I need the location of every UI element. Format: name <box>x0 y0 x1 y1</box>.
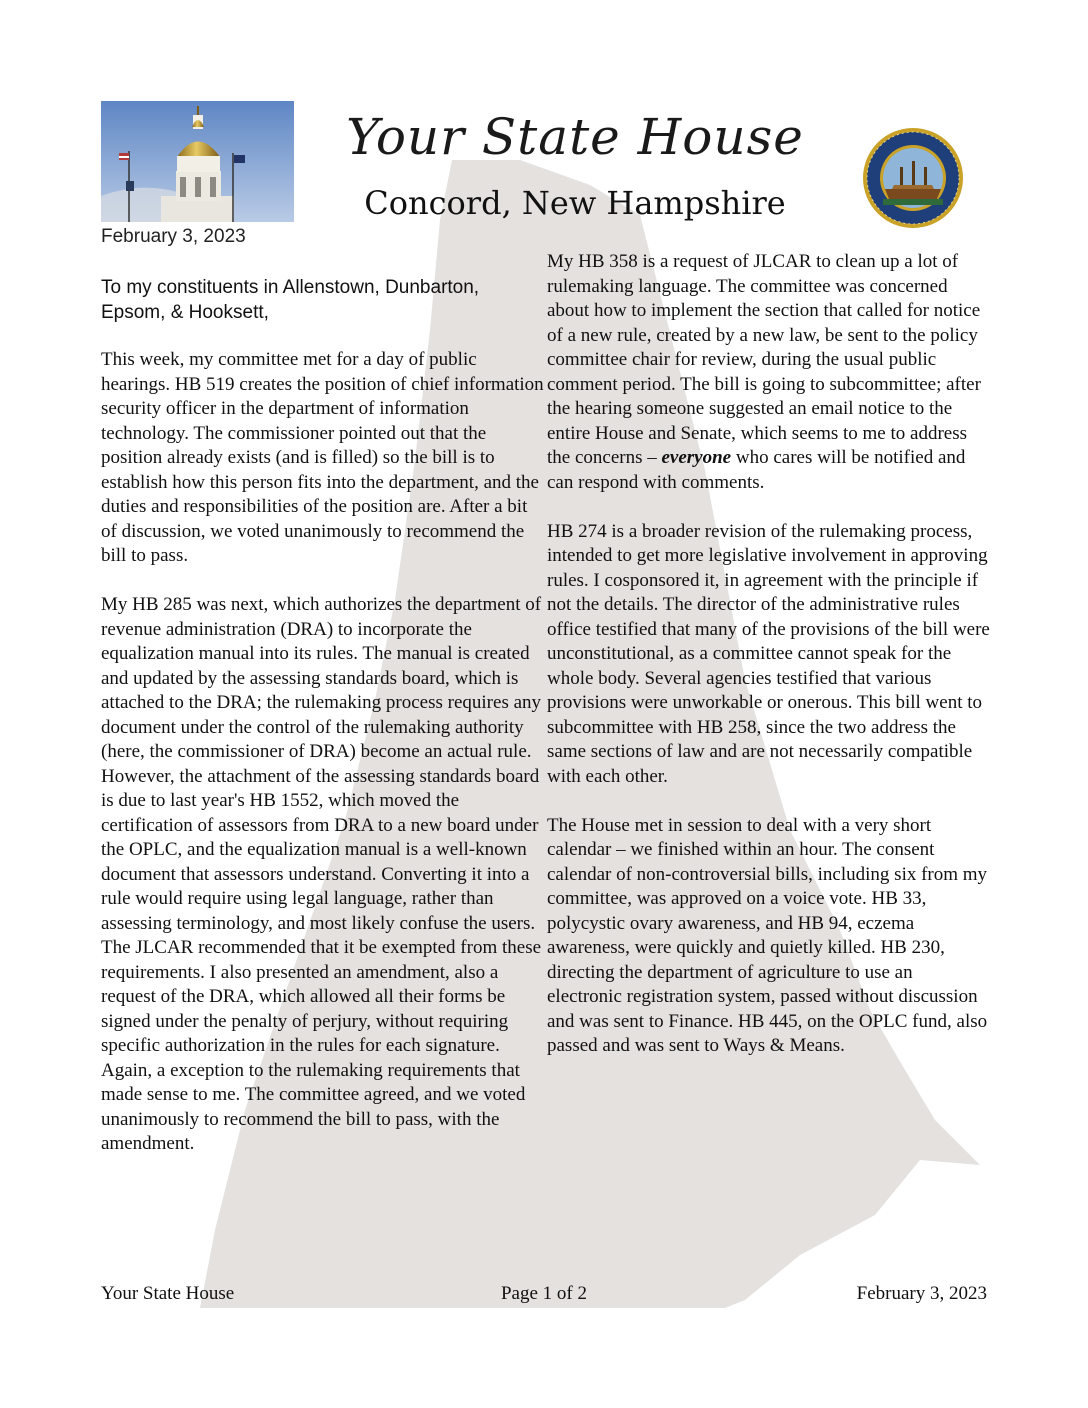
paragraph-hb-519: This week, my committee met for a day of public hearings. HB 519 creates the position of chief information security officer in the department of information technology. The commissioner pointed out that the position already exists (and is filled) so the bill is to establish how this person fits into the department, and the duties and responsibilities of the position are. After a bit of discussion, we voted unanimously to recommend the bill to pass. <box>101 349 544 566</box>
footer-publication: Your State House <box>101 1283 235 1304</box>
paragraph-hb-358-text: My HB 358 is a request of JLCAR to clean up a lot of rulemaking language. The committee was concerned about how to implement the section that called for notice of a new rule, created by a new law, be sent to the policy committee chair for review, during the usual public comment period. The bill is going to subcommittee; after the hearing someone suggested an email notice to the entire House and Senate, which seems to me to address the concerns – <box>547 251 981 468</box>
footer-date: February 3, 2023 <box>856 1283 987 1304</box>
emphasis-everyone: everyone <box>661 447 732 468</box>
paragraph-hb-358-text-end: who cares will be notified and can respond with comments. <box>547 447 966 493</box>
paragraph-hb-358 <box>547 250 992 495</box>
footer-page-number: Page 1 of 2 <box>500 1283 587 1304</box>
paragraph-hb-274: HB 274 is a broader revision of the rulemaking process, intended to get more legislative involvement in approving rules. I cosponsored it, in agreement with the principle if not the details. The director of the administrative rules office testified that many of the provisions of the bill were unconstitutional, as a committee cannot speak for the whole body. Several agencies testified that various provisions were unworkable or onerous. This bill went to subcommittee with HB 258, since the two address the same sections of law and are not necessarily compatible with each other. <box>547 520 990 787</box>
state-seal-icon <box>862 127 964 229</box>
paragraph-house-session: The House met in session to deal with a very short calendar – we finished within an hour. The consent calendar of non-controversial bills, including six from my committee, was approved on a voice vote. HB 33, polycystic ovary awareness, and HB 94, eczema awareness, were quickly and quietly killed. HB 230, directing the department of agriculture to use an electronic registration system, passed without discussion and was sent to Finance. HB 445, on the OPLC fund, also passed and was sent to Ways & Means. <box>547 814 988 1056</box>
masthead-subtitle: Concord, New Hampshire <box>364 184 786 222</box>
left-column <box>101 348 546 1157</box>
state-house-photo <box>101 101 294 222</box>
salutation: To my constituents in Allenstown, Dunbarton, Epsom, & Hooksett, <box>101 277 480 323</box>
masthead-title: Your State House <box>346 108 804 166</box>
right-column <box>547 250 992 1059</box>
paragraph-hb-285: My HB 285 was next, which authorizes the department of revenue administration (DRA) to incorporate the equalization manual into its rules. The manual is created and updated by the assessing standards board, which is attached to the DRA; the rulemaking process requires any document under the control of the rulemaking authority (here, the commissioner of DRA) become an actual rule. However, the attachment of the assessing standards board is due to last year's HB 1552, which moved the certification of assessors from DRA to a new board under the OPLC, and the equalization manual is a well-known document that assessors understand. Converting it into a rule would require using legal language, rather than assessing terminology, and most likely confuse the users. The JLCAR recommended that it be exempted from these requirements. I also presented an amendment, also a request of the DRA, which allowed all their forms be signed under the penalty of perjury, without requiring specific authorization in the rules for each signature. Again, a exception to the rulemaking requirements that made sense to me. The committee agreed, and we voted unanimously to recommend the bill to pass, with the amendment. <box>101 594 542 1154</box>
letter-date: February 3, 2023 <box>101 226 246 247</box>
